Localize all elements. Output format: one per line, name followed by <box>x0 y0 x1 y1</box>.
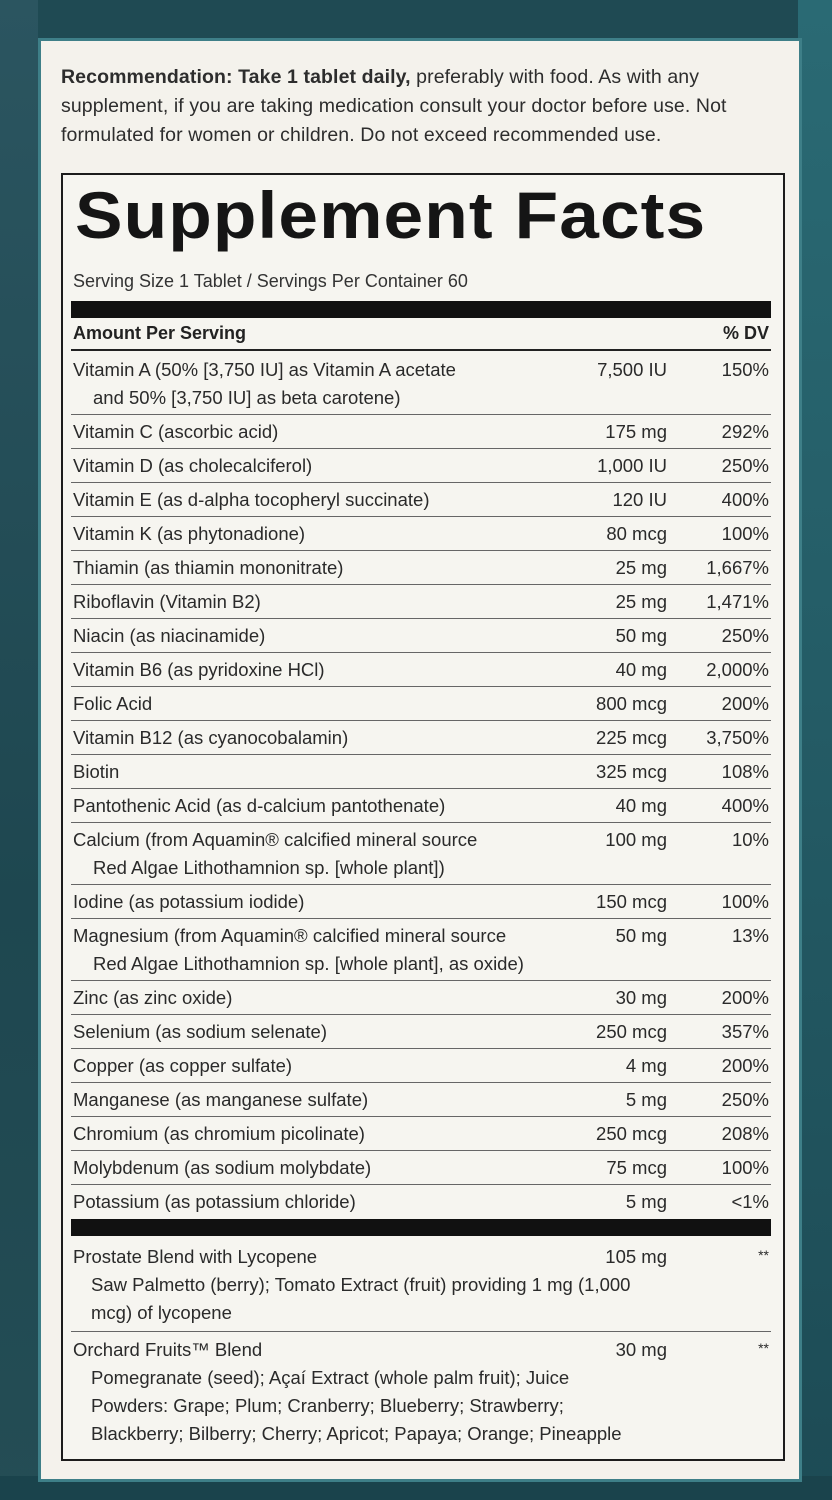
nutrient-amount: 7,500 IU <box>597 359 667 380</box>
nutrient-dv: 2,000% <box>706 659 769 680</box>
nutrient-amount: 5 mg <box>625 1089 667 1110</box>
nutrient-amount: 120 IU <box>612 489 667 510</box>
nutrient-name <box>71 1052 573 1080</box>
amount-per-serving-header: Amount Per Serving <box>73 323 247 343</box>
nutrient-row <box>71 585 771 619</box>
nutrient-dv: 250% <box>721 455 769 476</box>
nutrient-row <box>71 551 771 585</box>
nutrient-name <box>71 1086 573 1114</box>
amount-header-row <box>73 323 769 347</box>
nutrient-name <box>71 1188 573 1216</box>
nutrient-name <box>71 758 573 786</box>
nutrient-name-line1: Copper (as copper sulfate) <box>73 1055 293 1076</box>
blend-rows <box>71 1239 771 1452</box>
nutrient-name <box>71 690 573 718</box>
nutrient-dv: 208% <box>721 1123 769 1144</box>
label-panel <box>38 38 802 1482</box>
nutrient-row <box>71 721 771 755</box>
nutrient-amount: 40 mg <box>615 795 667 816</box>
nutrient-name <box>71 588 573 616</box>
nutrient-name-line1: Vitamin B6 (as pyridoxine HCl) <box>73 659 325 680</box>
nutrient-name-line2: Red Algae Lithothamnion sp. [whole plant], as oxide) <box>93 953 524 974</box>
recommendation-label: Recommendation: Take 1 tablet daily, <box>61 66 411 88</box>
nutrient-amount: 40 mg <box>615 659 667 680</box>
nutrient-dv: 3,750% <box>706 727 769 748</box>
nutrient-dv: 400% <box>721 489 769 510</box>
nutrient-name <box>71 656 573 684</box>
nutrient-dv: 200% <box>721 693 769 714</box>
nutrient-row <box>71 1049 771 1083</box>
nutrient-dv: 200% <box>721 1055 769 1076</box>
recommendation-body: preferably with food. As with any supplement, if you are taking medication consult your doctor before use. Not formulated for women or children. Do not exceed recommended use. <box>61 66 727 146</box>
nutrient-name-line1: Selenium (as sodium selenate) <box>73 1021 327 1042</box>
facts-title: Supplement Facts <box>75 178 707 252</box>
nutrient-row <box>71 919 771 981</box>
nutrient-amount: 1,000 IU <box>597 455 667 476</box>
blend-name: Orchard Fruits™ Blend <box>73 1339 263 1360</box>
nutrient-amount: 50 mg <box>615 625 667 646</box>
nutrient-name-line1: Molybdenum (as sodium molybdate) <box>73 1157 372 1178</box>
nutrient-dv: 250% <box>721 1089 769 1110</box>
nutrient-name <box>71 418 573 446</box>
nutrient-name-line1: Magnesium (from Aquamin® calcified mineral source <box>73 925 507 946</box>
nutrient-name-line1: Thiamin (as thiamin mononitrate) <box>73 557 344 578</box>
nutrient-name <box>71 520 573 548</box>
nutrient-amount: 225 mcg <box>596 727 667 748</box>
nutrient-dv: 200% <box>721 987 769 1008</box>
nutrient-name-line1: Potassium (as potassium chloride) <box>73 1191 356 1212</box>
nutrient-name-line1: Riboflavin (Vitamin B2) <box>73 591 261 612</box>
blend-name: Prostate Blend with Lycopene <box>73 1246 318 1267</box>
nutrient-name <box>71 622 573 650</box>
nutrient-dv: 13% <box>731 925 769 946</box>
nutrient-row <box>71 789 771 823</box>
nutrient-row <box>71 353 771 415</box>
blend-dv: ** <box>758 1247 769 1263</box>
nutrient-amount: 100 mg <box>605 829 667 850</box>
blend-ingredients: Saw Palmetto (berry); Tomato Extract (fruit) providing 1 mg (1,000 mcg) of lycopene <box>91 1274 631 1323</box>
nutrient-amount: 75 mcg <box>606 1157 667 1178</box>
nutrient-name-line1: Vitamin C (ascorbic acid) <box>73 421 279 442</box>
divider-thick <box>71 301 771 318</box>
nutrient-row <box>71 823 771 885</box>
nutrient-name <box>71 826 573 882</box>
nutrient-name-line1: Vitamin D (as cholecalciferol) <box>73 455 313 476</box>
nutrient-name-line1: Vitamin E (as d-alpha tocopheryl succinate) <box>73 489 430 510</box>
package-left-edge <box>0 0 38 1500</box>
nutrient-dv: 150% <box>721 359 769 380</box>
package-right-edge <box>798 0 832 1500</box>
nutrient-name-line1: Folic Acid <box>73 693 153 714</box>
nutrient-row <box>71 1117 771 1151</box>
blend-amount: 105 mg <box>605 1246 667 1267</box>
nutrient-name <box>71 792 573 820</box>
serving-info: Serving Size 1 Tablet / Servings Per Container 60 <box>73 271 468 291</box>
nutrient-dv: <1% <box>731 1191 769 1212</box>
nutrient-row <box>71 517 771 551</box>
nutrient-row <box>71 885 771 919</box>
nutrient-dv: 100% <box>721 891 769 912</box>
nutrient-name <box>71 1154 573 1182</box>
nutrient-name-line1: Zinc (as zinc oxide) <box>73 987 233 1008</box>
nutrient-name <box>71 724 573 752</box>
nutrient-dv: 400% <box>721 795 769 816</box>
nutrient-name-line1: Vitamin A (50% [3,750 IU] as Vitamin A acetate <box>73 359 456 380</box>
nutrient-amount: 325 mcg <box>596 761 667 782</box>
nutrient-amount: 250 mcg <box>596 1123 667 1144</box>
nutrient-name-line1: Niacin (as niacinamide) <box>73 625 266 646</box>
nutrient-name <box>71 356 573 412</box>
nutrient-name-line1: Biotin <box>73 761 120 782</box>
nutrient-row <box>71 1185 771 1218</box>
nutrient-row <box>71 619 771 653</box>
nutrient-name-line1: Chromium (as chromium picolinate) <box>73 1123 365 1144</box>
nutrient-amount: 25 mg <box>615 557 667 578</box>
recommendation-text <box>61 63 785 150</box>
nutrient-name <box>71 888 573 916</box>
blend-amount: 30 mg <box>615 1339 667 1360</box>
nutrient-name-line2: and 50% [3,750 IU] as beta carotene) <box>93 387 401 408</box>
nutrient-row <box>71 449 771 483</box>
nutrient-name <box>71 922 573 978</box>
nutrient-amount: 150 mcg <box>596 891 667 912</box>
nutrient-row <box>71 653 771 687</box>
nutrient-dv: 1,667% <box>706 557 769 578</box>
nutrient-row <box>71 1015 771 1049</box>
supplement-facts-box <box>61 173 785 1461</box>
nutrient-name-line2: Red Algae Lithothamnion sp. [whole plant]) <box>93 857 445 878</box>
nutrient-name-line1: Manganese (as manganese sulfate) <box>73 1089 369 1110</box>
nutrient-amount: 80 mcg <box>606 523 667 544</box>
nutrient-name <box>71 984 573 1012</box>
nutrient-name <box>71 486 573 514</box>
nutrient-amount: 4 mg <box>625 1055 667 1076</box>
nutrient-dv: 1,471% <box>706 591 769 612</box>
nutrient-rows <box>71 353 771 1218</box>
nutrient-row <box>71 483 771 517</box>
nutrient-amount: 175 mg <box>605 421 667 442</box>
nutrient-dv: 100% <box>721 1157 769 1178</box>
blend-ingredients: Pomegranate (seed); Açaí Extract (whole palm fruit); Juice Powders: Grape; Plum; Cranberry; Blueberry; Strawberry; Blackberry; Bilberry; Cherry; Apricot; Papaya; Orange; Pineapple <box>91 1367 622 1444</box>
nutrient-amount: 25 mg <box>615 591 667 612</box>
blend-dv: ** <box>758 1340 769 1356</box>
nutrient-dv: 100% <box>721 523 769 544</box>
nutrient-name <box>71 1120 573 1148</box>
nutrient-row <box>71 1151 771 1185</box>
nutrient-dv: 108% <box>721 761 769 782</box>
nutrient-name-line1: Pantothenic Acid (as d-calcium pantothenate) <box>73 795 446 816</box>
nutrient-name <box>71 1018 573 1046</box>
nutrient-row <box>71 981 771 1015</box>
nutrient-row <box>71 415 771 449</box>
nutrient-amount: 5 mg <box>625 1191 667 1212</box>
nutrient-amount: 800 mcg <box>596 693 667 714</box>
nutrient-amount: 30 mg <box>615 987 667 1008</box>
dv-header: % DV <box>722 323 769 343</box>
nutrient-name <box>71 554 573 582</box>
nutrient-name-line1: Iodine (as potassium iodide) <box>73 891 305 912</box>
nutrient-name-line1: Vitamin K (as phytonadione) <box>73 523 306 544</box>
blend-row <box>71 1332 771 1452</box>
nutrient-name-line1: Vitamin B12 (as cyanocobalamin) <box>73 727 349 748</box>
nutrient-amount: 250 mcg <box>596 1021 667 1042</box>
nutrient-name-line1: Calcium (from Aquamin® calcified mineral source <box>73 829 478 850</box>
nutrient-amount: 50 mg <box>615 925 667 946</box>
nutrient-row <box>71 687 771 721</box>
blend-row <box>71 1239 771 1332</box>
nutrient-dv: 10% <box>731 829 769 850</box>
header-divider <box>71 349 771 351</box>
nutrient-name <box>71 452 573 480</box>
nutrient-row <box>71 1083 771 1117</box>
divider-thick <box>71 1219 771 1236</box>
nutrient-row <box>71 755 771 789</box>
nutrient-dv: 357% <box>721 1021 769 1042</box>
nutrient-dv: 292% <box>721 421 769 442</box>
nutrient-dv: 250% <box>721 625 769 646</box>
